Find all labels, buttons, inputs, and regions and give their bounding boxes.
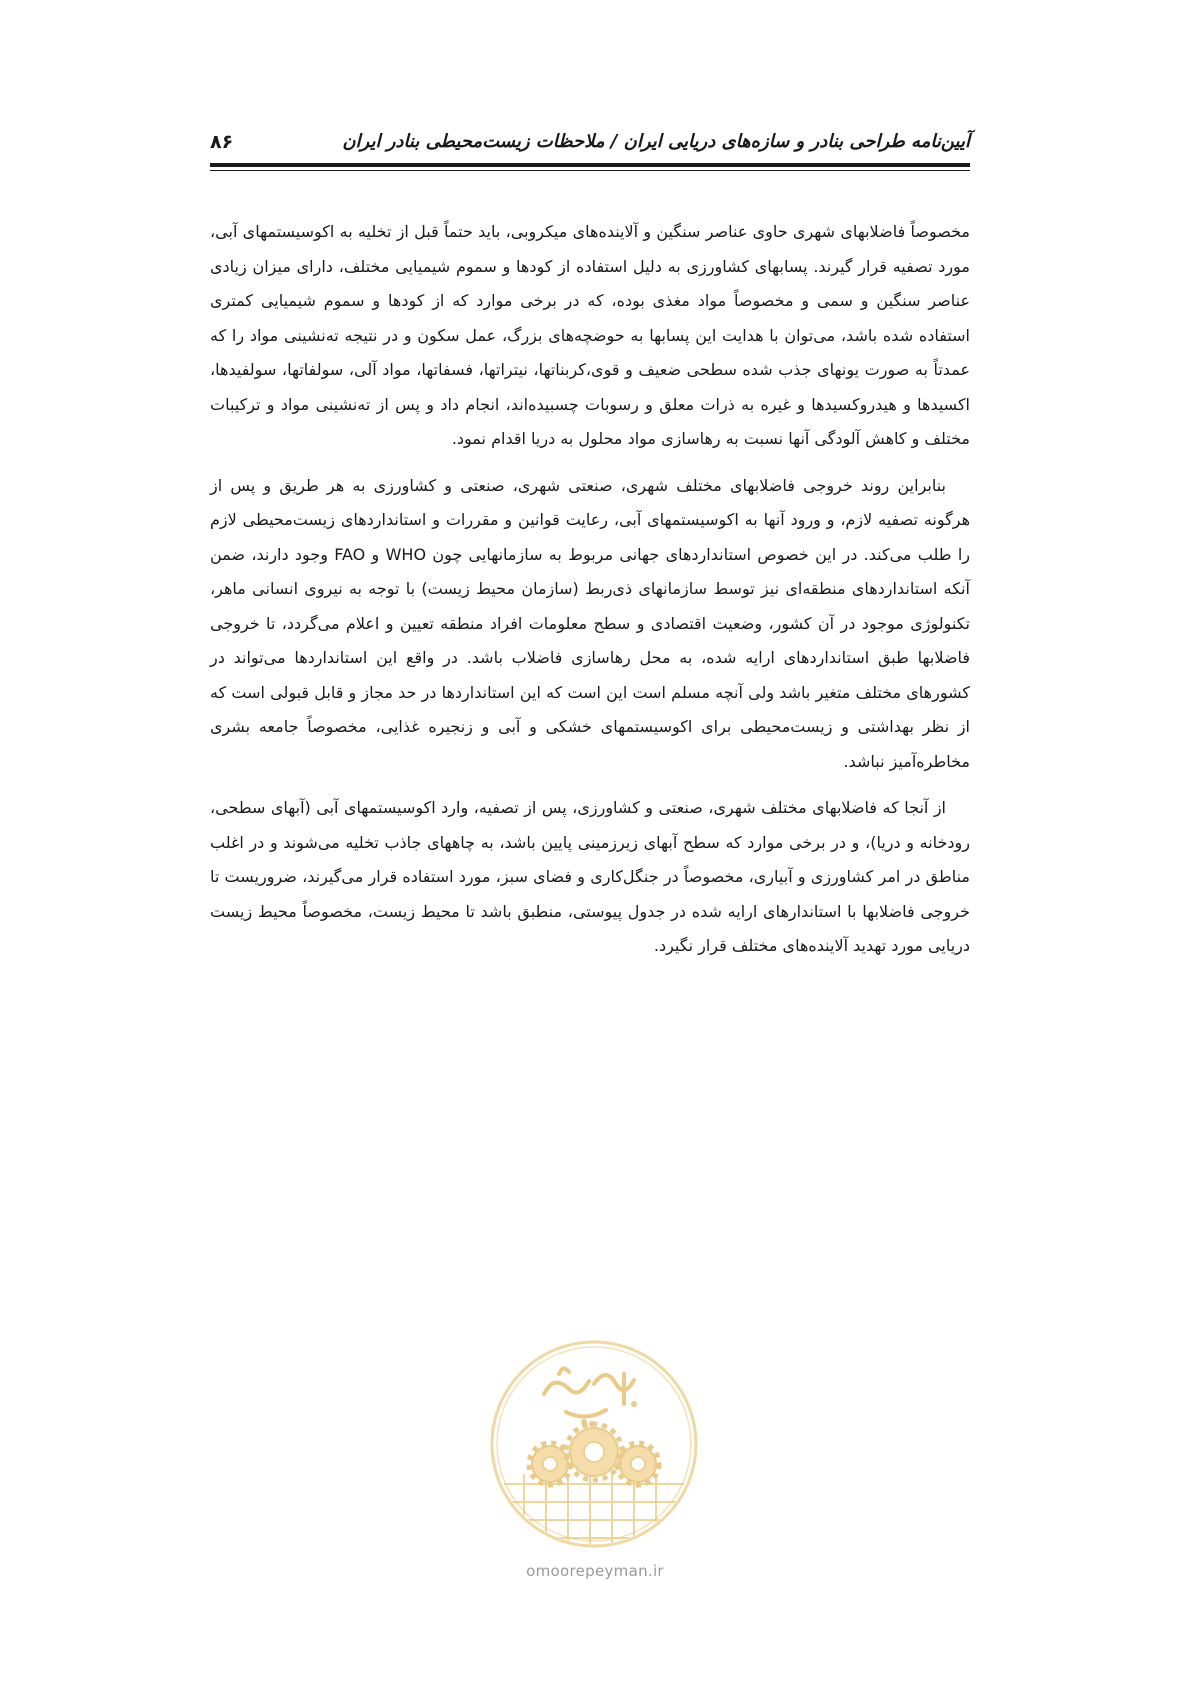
watermark-logo-icon (484, 1334, 704, 1554)
running-header (210, 128, 970, 158)
header-rule-thin (210, 170, 970, 171)
paragraph-3: از آنجا که فاضلابهای مختلف شهری، صنعتی و کشاورزی، پس از تصفیه، وارد اکوسیستمهای آبی (آبهای سطحی، رودخانه و دریا)، و در برخی موارد که سطح آبهای زیرزمینی پایین باشد، به چاههای جاذب تخلیه می‌شوند و در اغلب مناطق در امر کشاورزی و آبیاری، مخصوصاً در جنگل‌کاری و فضای سبز، مورد استفاده قرار می‌گیرند، ضروریست تا خروجی فاضلابها با استاندارهای ارایه شده در جدول پیوستی، منطبق باشد تا محیط زیست، مخصوصاً محیط زیست دریایی مورد تهدید آلاینده‌های مختلف قرار نگیرد. (210, 798, 970, 955)
header-rule-thick (210, 163, 970, 167)
page-number: ۸۶ (210, 131, 234, 153)
body-text (210, 215, 970, 976)
paragraph-2: بنابراین روند خروجی فاضلابهای مختلف شهری، صنعتی شهری، صنعتی و کشاورزی به هر طریق و پس از هرگونه تصفیه لازم، و ورود آنها به اکوسیستمهای آبی، رعایت قوانین و مقررات و استانداردهای زیست‌محیطی لازم را طلب می‌کند. در این خصوص استانداردهای جهانی مربوط به سازمانهایی چون WHO و FAO وجود دارند، ضمن آنکه استانداردهای منطقه‌ای نیز توسط سازمانهای ذی‌ربط (سازمان محیط زیست) با توجه به نیروی انسانی ماهر، تکنولوژی موجود در آن کشور، وضعیت اقتصادی و سطح معلومات افراد منطقه تعیین و اعلام می‌گردد، تا خروجی فاضلابها طبق استانداردهای ارایه شده، به محل رهاسازی فاضلاب باشد. در واقع این استانداردها می‌تواند در کشورهای مختلف متغیر باشد ولی آنچه مسلم است این است که این استانداردها در حد مجاز و قابل قبولی است که از نظر بهداشتی و زیست‌محیطی برای اکوسیستمهای خشکی و آبی و زنجیره غذایی، مخصوصاً جامعه بشری مخاطره‌آمیز نباشد. (210, 475, 971, 771)
header-title: آیین‌نامه طراحی بنادر و سازه‌های دریایی ایران / ملاحظات زیست‌محیطی بنادر ایران (342, 131, 970, 152)
paragraph-1: مخصوصاً فاضلابهای شهری حاوی عناصر سنگین و آلاینده‌های میکروبی، باید حتماً قبل از تخلیه به اکوسیستمهای آبی، مورد تصفیه قرار گیرند. پسابهای کشاورزی به دلیل استفاده از کودها و سموم شیمیایی مختلف، دارای میزان زیادی عناصر سنگین و سمی و مخصوصاً مواد مغذی بوده، که در برخی موارد که از کودها و سموم شیمیایی کمتری استفاده شده باشد، می‌توان با هدایت این پسابها به حوضچه‌های بزرگ، عمل سکون و در نتیجه ته‌نشینی مواد را که عمدتاً به صورت یونهای جذب شده سطحی ضعیف و قوی،کربناتها، نیتراتها، فسفاتها، مواد آلی، سولفاتها، سولفیدها، اکسیدها و هیدروکسیدها و غیره به ذرات معلق و رسوبات چسبیده‌اند، انجام داد و پس از ته‌نشینی مواد و ترکیبات مختلف و کاهش آلودگی آنها نسبت به رهاسازی مواد محلول به دریا اقدام نمود. (210, 222, 970, 448)
watermark-url: omoorepeyman.ir (526, 1562, 664, 1580)
